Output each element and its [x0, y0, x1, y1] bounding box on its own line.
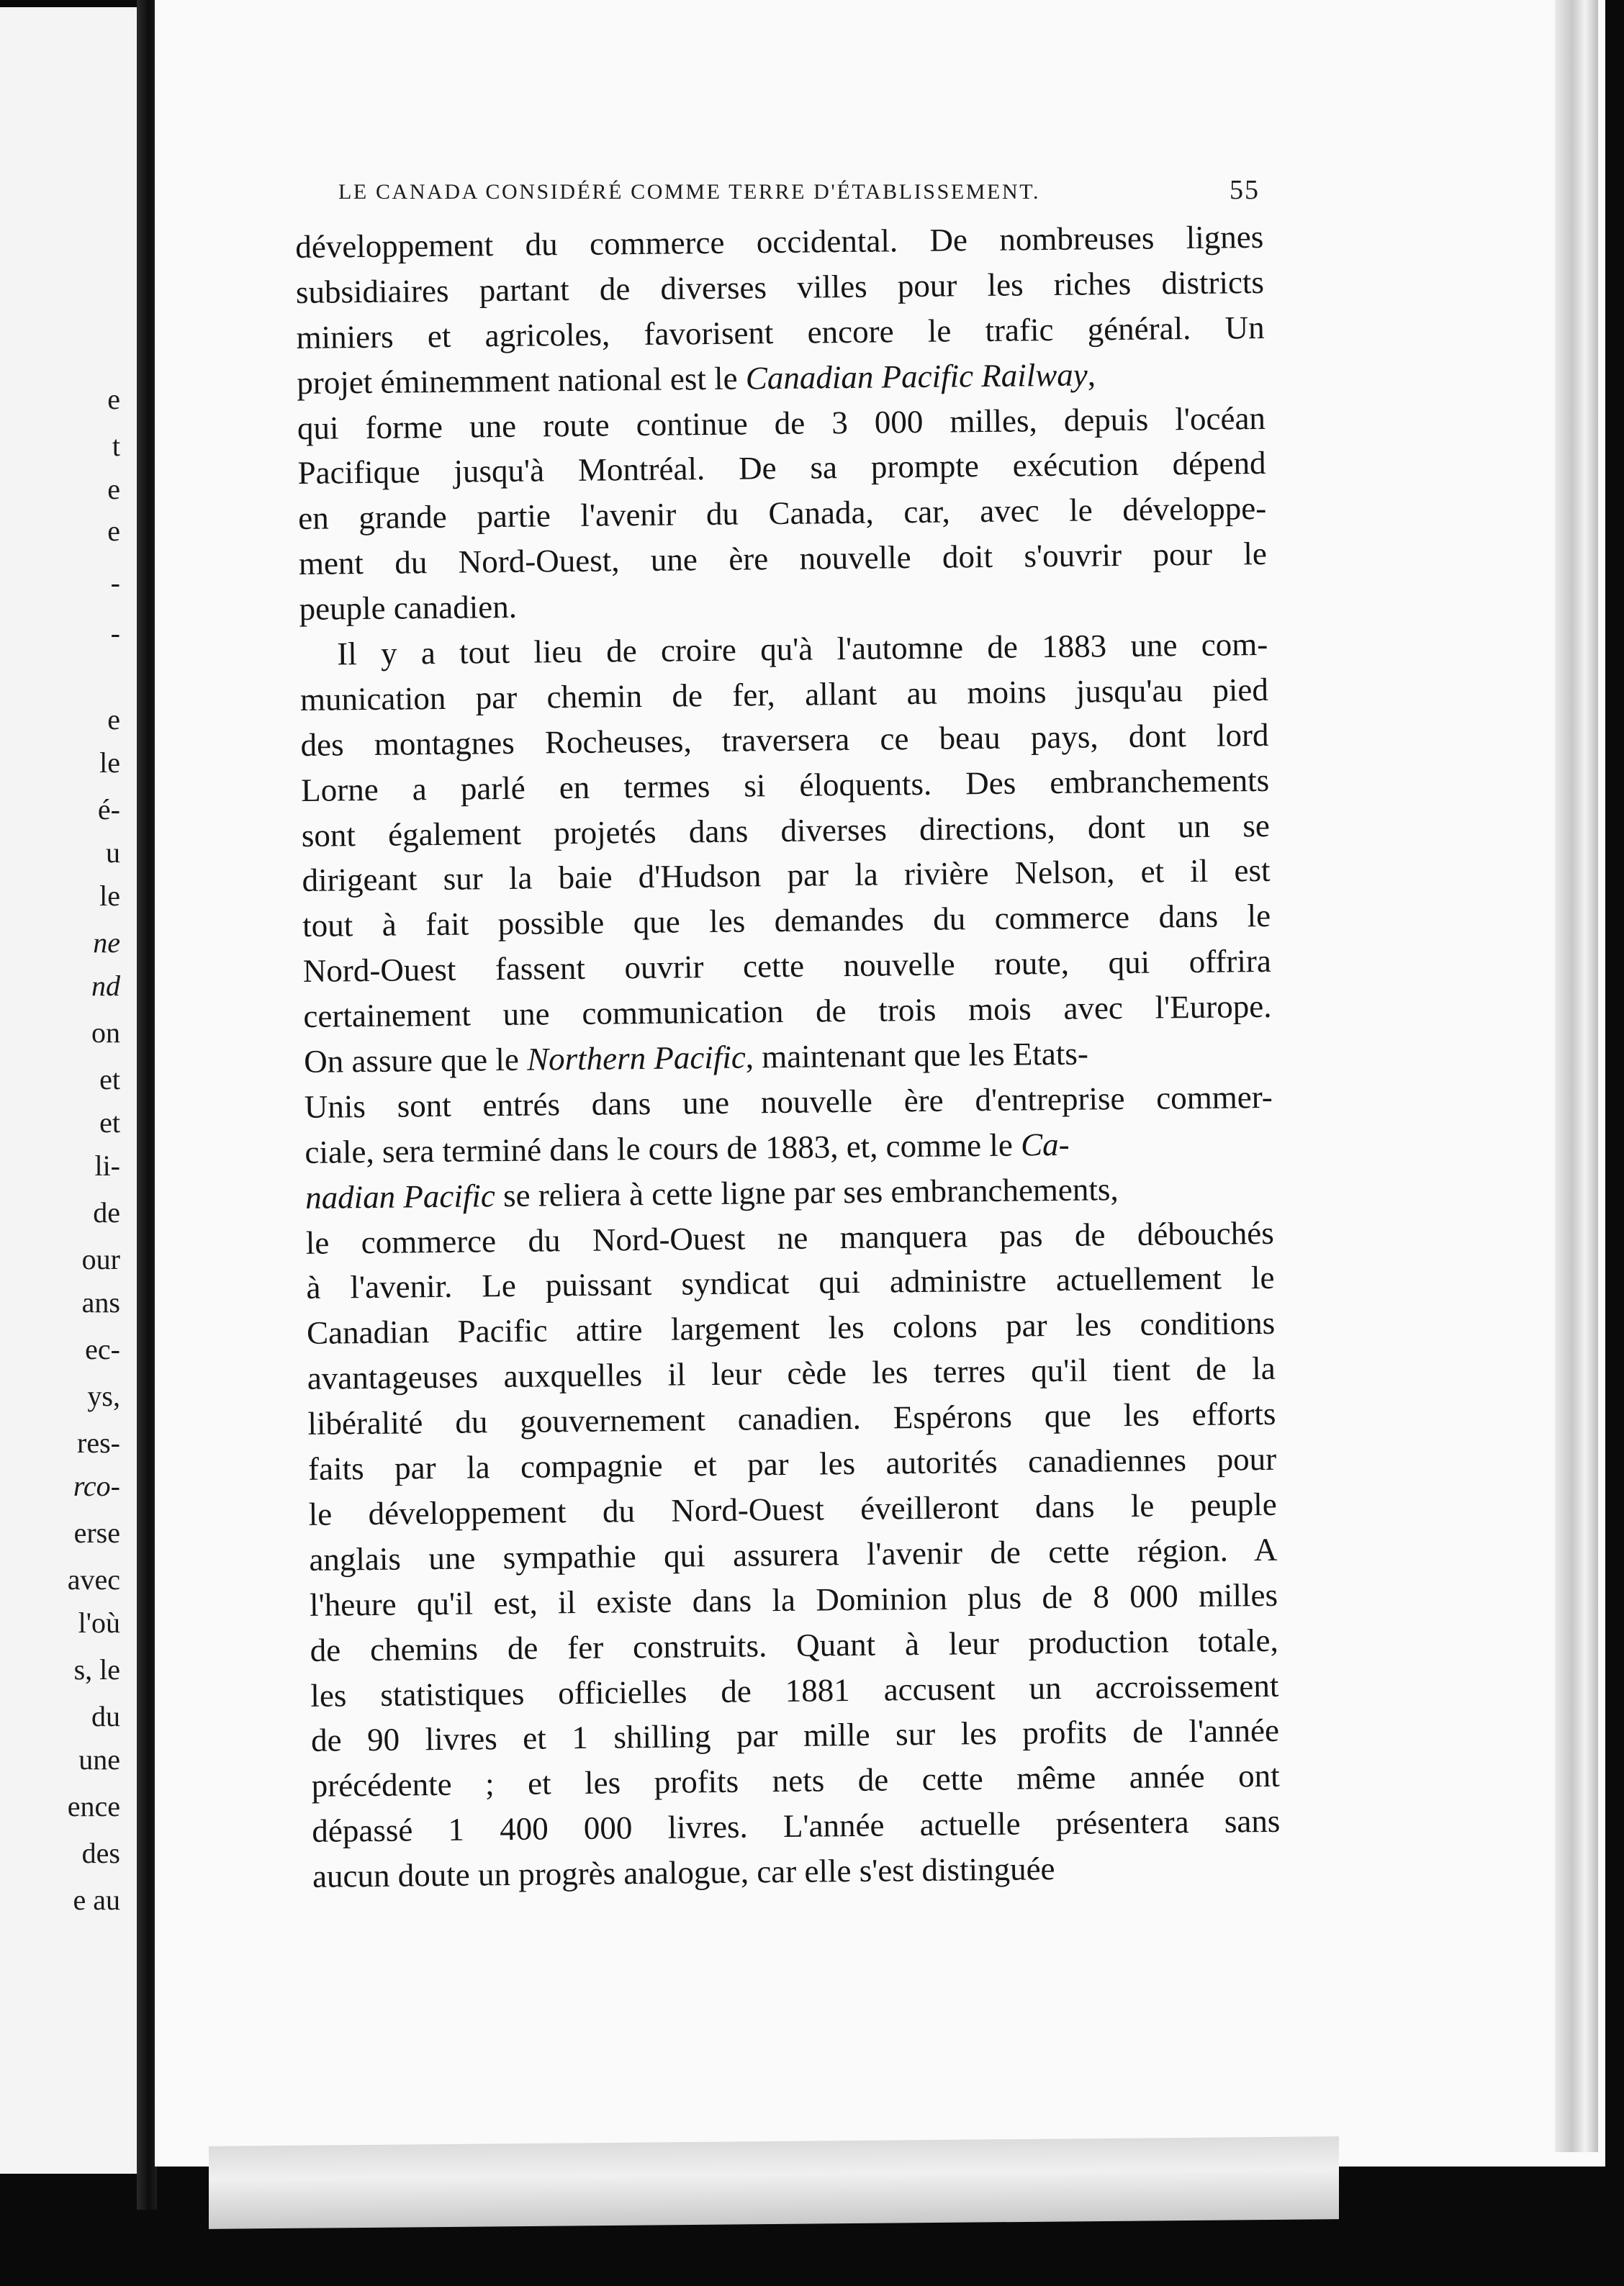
italic-title: Canadian Pacific Railway: [745, 356, 1088, 397]
text-line: faits par la compagnie et par les autorités canadiennes pour: [307, 1440, 1277, 1487]
running-head: LE CANADA CONSIDÉRÉ COMME TERRE D'ÉTABLISSEMENT.: [338, 180, 1041, 204]
previous-page-fragment: de: [93, 1196, 120, 1229]
previous-page-fragment: erse: [73, 1517, 120, 1549]
text-line: dépassé 1 400 000 livres. L'année actuelle présentera sans: [312, 1802, 1281, 1850]
previous-page-fragment: u: [106, 836, 120, 869]
text-run: se reliera à cette ligne par ses embranchements,: [495, 1170, 1119, 1214]
previous-page-fragment: et: [99, 1063, 120, 1095]
text-line: de 90 livres et 1 shilling par mille sur les profits de l'année: [310, 1712, 1280, 1759]
previous-page-fragment: ec-: [85, 1333, 120, 1365]
text-line: développement du commerce occidental. De nombreuses lignes: [295, 218, 1264, 265]
page-edge-stack: [1555, 0, 1598, 2152]
previous-page-fragment: rco-: [73, 1470, 120, 1502]
book-gutter: [137, 0, 157, 2210]
previous-page-fragment: avec: [67, 1563, 120, 1596]
previous-page-fragment: -: [110, 617, 120, 649]
text-line: anglais une sympathie qui assurera l'avenir de cette région. A: [309, 1531, 1278, 1578]
previous-page-fragment: l'où: [78, 1607, 120, 1639]
text-line: ment du Nord-Ouest, une ère nouvelle doit s'ouvrir pour le: [298, 536, 1268, 582]
previous-page-fragment: du: [91, 1700, 120, 1732]
previous-page-fragment: li-: [94, 1149, 120, 1182]
text-run: On assure que le: [303, 1041, 528, 1080]
previous-page-fragment: le: [99, 746, 120, 779]
text-run: ciale, sera terminé dans le cours de 1883, et, comme le: [304, 1126, 1021, 1170]
page-bottom-edge: [209, 2136, 1339, 2229]
text-line: Canadian Pacific attire largement les colons par les conditions: [306, 1305, 1276, 1352]
previous-page-fragment: res-: [77, 1427, 120, 1459]
text-line: l'heure qu'il est, il existe dans la Dominion plus de 8 000 milles: [309, 1576, 1278, 1623]
previous-page-fragment: une: [78, 1743, 120, 1776]
previous-page-fragment: le: [99, 880, 120, 912]
previous-page-fragment: ans: [81, 1286, 120, 1319]
text-line: Pacifique jusqu'à Montréal. De sa prompte exécution dépend: [297, 445, 1266, 492]
text-line: qui forme une route continue de 3 000 milles, depuis l'océan: [297, 399, 1266, 446]
previous-page-fragment: e: [107, 703, 120, 736]
previous-page-fragment: ne: [93, 926, 120, 959]
previous-page-fragment: -: [110, 566, 120, 599]
text-line: tout à fait possible que les demandes du commerce dans le: [302, 898, 1271, 944]
text-line: certainement une communication de trois mois avec l'Europe.: [303, 988, 1272, 1035]
text-line: avantageuses auxquelles il leur cède les terres qu'il tient de la: [307, 1350, 1276, 1397]
text-line: peuple canadien.: [299, 588, 518, 628]
previous-page-fragment: our: [81, 1243, 120, 1275]
italic-title: nadian Pacific: [304, 1177, 496, 1216]
text-line: sont également projetés dans diverses directions, dont un se: [301, 807, 1271, 854]
text-line: dirigeant sur la baie d'Hudson par la rivière Nelson, et il est: [302, 852, 1271, 899]
previous-page-fragment: nd: [91, 970, 120, 1002]
text-line: miniers et agricoles, favorisent encore le trafic général. Un: [296, 309, 1265, 356]
text-run: projet éminemment national est le: [297, 360, 746, 401]
previous-page-fragment: des: [81, 1837, 120, 1869]
text-line: aucun doute un progrès analogue, car elle s'est distinguée: [312, 1851, 1055, 1894]
previous-page-fragment: et: [99, 1106, 120, 1139]
text-line: de chemins de fer construits. Quant à leur production totale,: [310, 1622, 1278, 1668]
text-line: précédente ; et les profits nets de cette même année ont: [311, 1758, 1280, 1804]
previous-page-fragment: é-: [97, 793, 120, 826]
italic-title: Ca-: [1020, 1126, 1070, 1163]
text-line: les statistiques officielles de 1881 accusent un accroissement: [310, 1667, 1279, 1714]
text-line: Il y a tout lieu de croire qu'à l'automne de 1883 une com-: [336, 625, 1268, 672]
previous-page-fragment: t: [112, 430, 120, 462]
text-line: Lorne a parlé en termes si éloquents. Des embranchements: [300, 762, 1270, 808]
text-line: subsidiaires partant de diverses villes pour les riches districts: [295, 263, 1265, 310]
previous-page-fragment: on: [91, 1016, 120, 1049]
previous-page-fragment: e: [107, 383, 120, 415]
text-line: à l'avenir. Le puissant syndicat qui administre actuellement le: [306, 1260, 1275, 1306]
text-line: Nord-Ouest fassent ouvrir cette nouvelle route, qui offrira: [302, 943, 1272, 990]
text-line: le commerce du Nord-Ouest ne manquera pas de débouchés: [305, 1214, 1275, 1261]
previous-page-fragment: s, le: [73, 1653, 120, 1686]
text-run: , maintenant que les Etats-: [745, 1035, 1089, 1075]
text-line: munication par chemin de fer, allant au moins jusqu'au pied: [299, 671, 1269, 718]
body-text: [295, 214, 1281, 1899]
text-line: libéralité du gouvernement canadien. Espérons que les efforts: [307, 1395, 1276, 1442]
previous-page-fragment: ys,: [87, 1380, 120, 1412]
text-line: Unis sont entrés dans une nouvelle ère d'entreprise commer-: [304, 1078, 1273, 1125]
text-line: en grande partie l'avenir du Canada, car, avec le développe-: [298, 490, 1267, 537]
page-header: [338, 174, 1260, 210]
italic-title: Northern Pacific: [526, 1039, 746, 1078]
text-line: le développement du Nord-Ouest éveilleront dans le peuple: [308, 1486, 1277, 1532]
text-line: des montagnes Rocheuses, traversera ce beau pays, dont lord: [300, 716, 1269, 763]
page-number: 55: [1230, 175, 1260, 205]
previous-page-fragment: ence: [67, 1790, 120, 1822]
previous-page-edge: [0, 7, 150, 2174]
previous-page-fragment: e: [107, 473, 120, 505]
text-run: ,: [1087, 356, 1096, 393]
previous-page-fragment: e au: [73, 1884, 120, 1916]
previous-page-fragment: e: [107, 515, 120, 547]
